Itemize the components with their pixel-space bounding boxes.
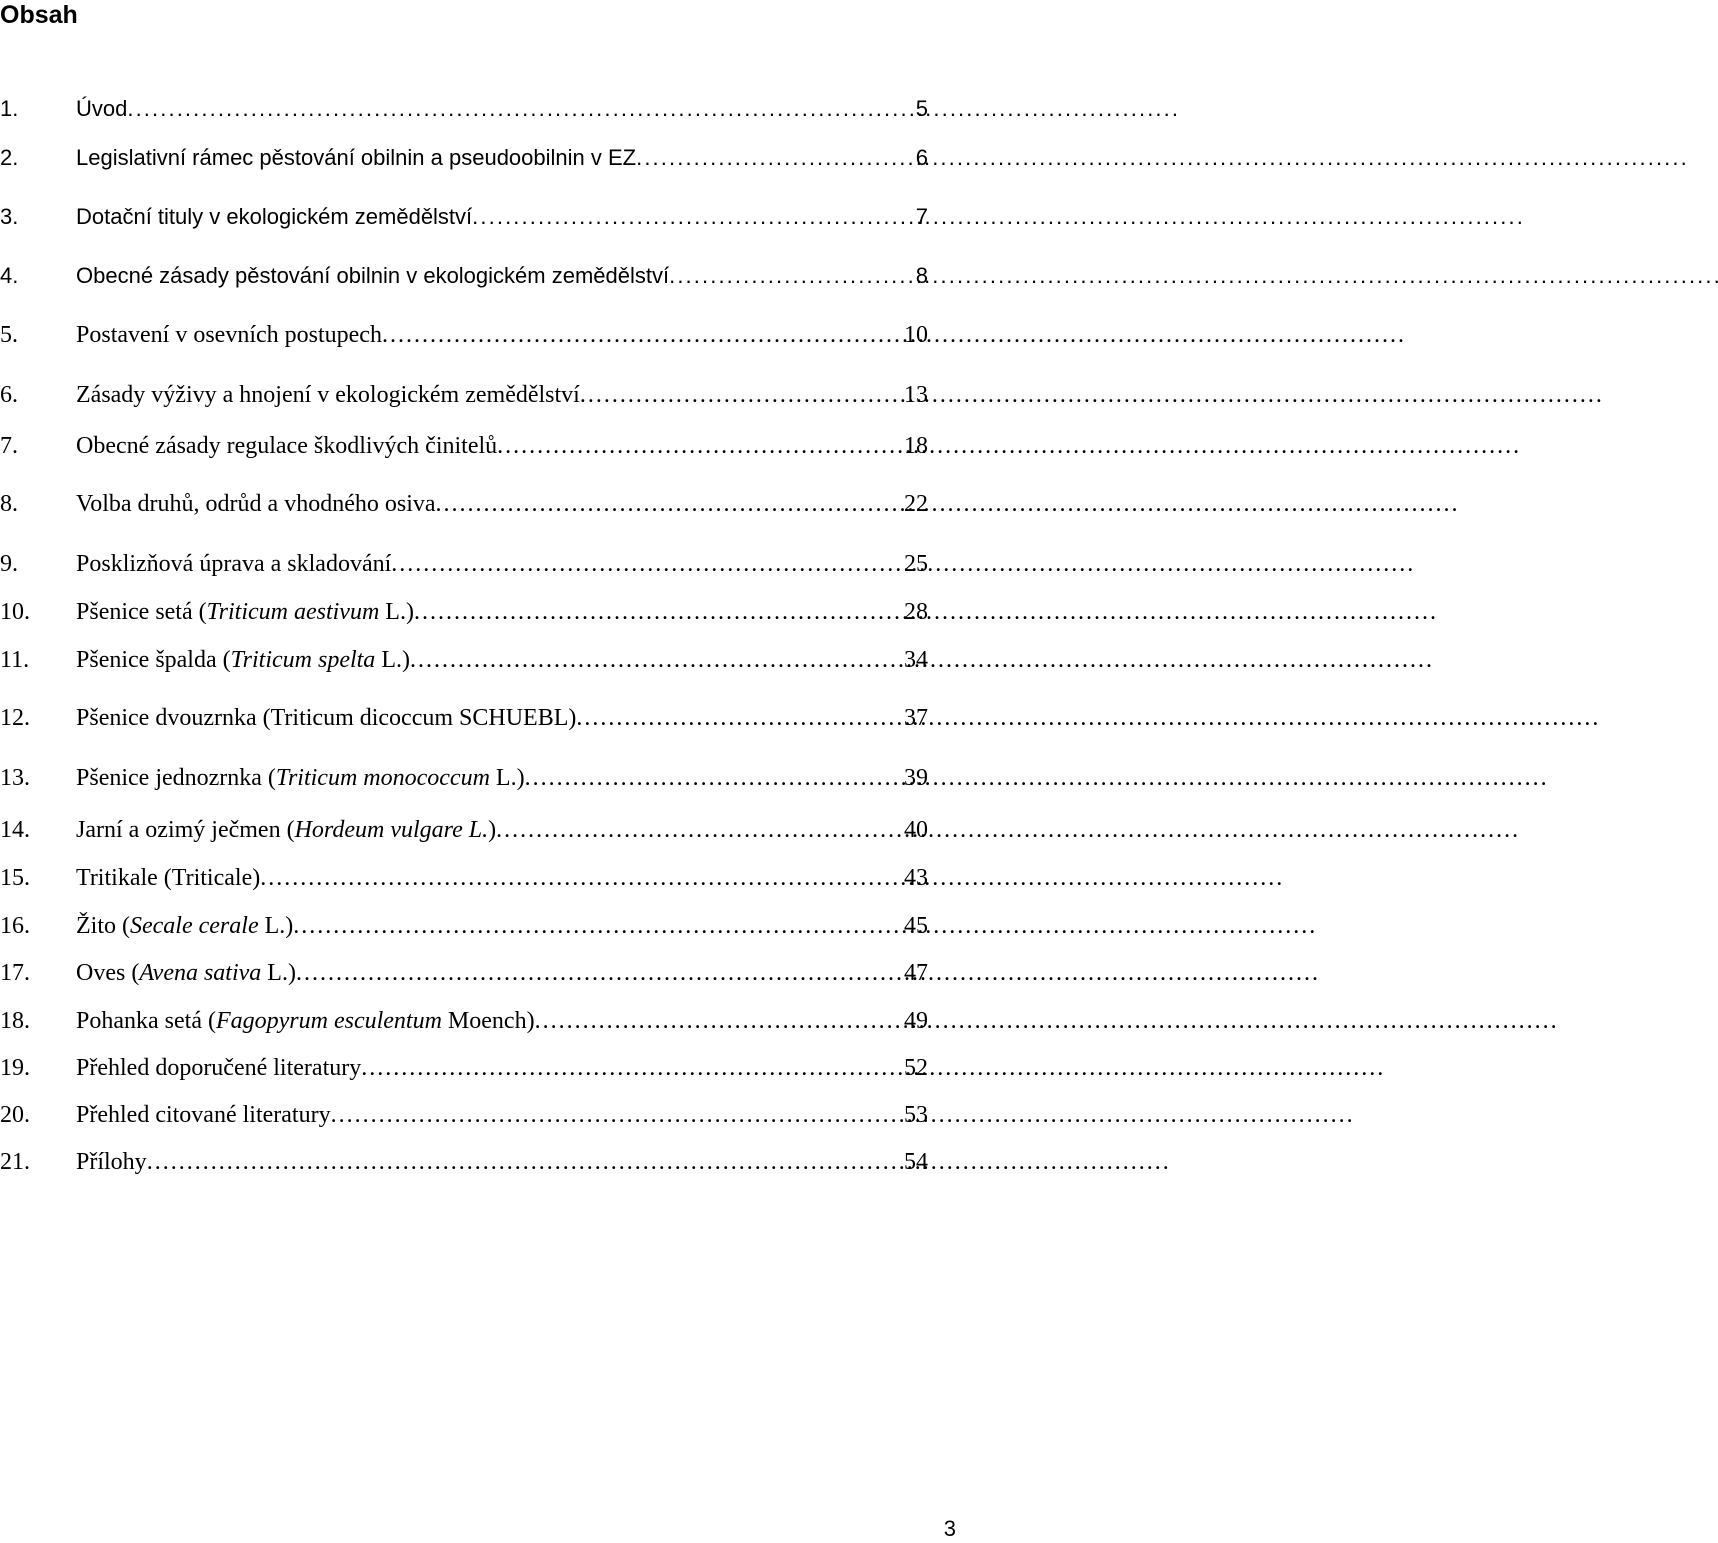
toc-dot-leader: [127, 92, 888, 126]
toc-entry[interactable]: [0, 1051, 928, 1085]
toc-entry-title-text: Přehled citované literatury: [76, 1102, 331, 1128]
toc-dot-leader: [496, 813, 888, 847]
toc-entry[interactable]: [0, 813, 928, 847]
toc-entry-page: 49: [904, 1008, 928, 1034]
toc-entry-number: 21.: [0, 1149, 30, 1175]
toc-entry-number: 9.: [0, 551, 18, 577]
toc-entry-title: [76, 956, 296, 990]
toc-entry-number: 6.: [0, 382, 18, 408]
toc-dot-leader: [410, 643, 888, 677]
toc-entry-title: [76, 547, 391, 581]
page-title: Obsah: [0, 1, 78, 29]
toc-entry-title-suffix: L.): [379, 599, 414, 625]
toc-entry-page: 43: [904, 865, 928, 891]
toc-entry-title-text: Obecné zásady pěstování obilnin v ekologickém zemědělství: [76, 263, 670, 288]
toc-entry-title: [76, 909, 293, 943]
toc-entry-title-text: Tritikale (Triticale): [76, 865, 261, 891]
toc-entry[interactable]: [0, 547, 928, 581]
toc-entry[interactable]: [0, 429, 928, 463]
toc-dot-leader: [331, 1098, 888, 1132]
toc-entry-title: [76, 595, 414, 629]
toc-entry-title-text: Přílohy: [76, 1149, 147, 1175]
toc-dot-leader: [414, 595, 888, 629]
toc-dot-leader: [525, 761, 888, 795]
toc-entry-number: 12.: [0, 705, 30, 731]
toc-entry-page: 54: [904, 1149, 928, 1175]
toc-dot-leader: [669, 259, 888, 293]
toc-entry-number: 14.: [0, 817, 30, 843]
page-number: 3: [943, 1516, 956, 1541]
toc-entry-latin-name: Triticum monococcum: [275, 765, 490, 791]
toc-entry[interactable]: [0, 141, 928, 175]
toc-entry-number: 7.: [0, 433, 18, 459]
toc-entry-title-text: Posklizňová úprava a skladování: [76, 551, 392, 577]
toc-dot-leader: [296, 956, 888, 990]
toc-entry[interactable]: [0, 1004, 928, 1038]
toc-entry[interactable]: [0, 318, 928, 352]
toc-dot-leader: [436, 487, 888, 521]
toc-entry-title-text: Pšenice špalda (: [76, 647, 231, 673]
toc-entry-page: 6: [915, 145, 928, 170]
toc-entry[interactable]: [0, 200, 928, 234]
toc-entry-number: 18.: [0, 1008, 30, 1034]
toc-entry-number: 5.: [0, 322, 18, 348]
toc-entry-title-text: Pšenice setá (: [76, 599, 207, 625]
toc-entry-number: 4.: [0, 263, 19, 288]
toc-entry-page: 52: [904, 1055, 928, 1081]
toc-entry-number: 10.: [0, 599, 30, 625]
toc-entry-title-suffix: Moench): [441, 1008, 535, 1034]
toc-entry-latin-name: Triticum spelta: [230, 647, 376, 673]
toc-entry-page: 53: [904, 1102, 928, 1128]
toc-entry-number: 20.: [0, 1102, 30, 1128]
toc-entry[interactable]: [0, 1145, 928, 1179]
toc-entry-title-text: Žito (: [76, 913, 130, 939]
toc-entry-title: [76, 1051, 361, 1085]
toc-entry[interactable]: [0, 761, 928, 795]
toc-entry-page: 5: [915, 96, 928, 121]
toc-entry-title: [76, 200, 472, 234]
toc-entry-title-text: Pšenice jednozrnka (: [76, 765, 276, 791]
toc-entry-latin-name: Hordeum vulgare L.: [294, 817, 489, 843]
toc-entry-title-text: Úvod: [76, 96, 128, 121]
toc-entry-title: [76, 761, 525, 795]
toc-entry-number: 2.: [0, 145, 19, 170]
toc-entry-title-suffix: ): [488, 817, 497, 843]
toc-entry-page: 13: [904, 382, 928, 408]
toc-entry-title-text: Pšenice dvouzrnka (Triticum dicoccum SCHUEBL): [76, 705, 577, 731]
toc-entry-title-text: Pohanka setá (: [76, 1008, 216, 1034]
toc-entry-latin-name: Triticum aestivum: [206, 599, 380, 625]
toc-entry-page: 8: [915, 263, 928, 288]
toc-dot-leader: [147, 1145, 888, 1179]
toc-entry-title-text: Postavení v osevních postupech: [76, 322, 382, 348]
toc-entry-title: [76, 429, 497, 463]
toc-entry-title-suffix: L.): [375, 647, 410, 673]
toc-entry-title-text: Volba druhů, odrůd a vhodného osiva: [76, 491, 436, 517]
toc-entry-title-suffix: L.): [258, 913, 294, 939]
toc-entry-title: [76, 141, 636, 175]
toc-entry-number: 16.: [0, 913, 30, 939]
toc-entry-page: 47: [904, 960, 928, 986]
toc-entry-title-text: Přehled doporučené literatury: [76, 1055, 362, 1081]
toc-entry-title-text: Obecné zásady regulace škodlivých činitelů: [76, 433, 498, 459]
toc-entry-title: [76, 861, 260, 895]
toc-entry[interactable]: [0, 861, 928, 895]
toc-entry-latin-name: Fagopyrum esculentum: [215, 1008, 442, 1034]
toc-entry-title: [76, 813, 496, 847]
toc-entry-number: 8.: [0, 491, 18, 517]
toc-dot-leader: [472, 200, 888, 234]
toc-entry-number: 11.: [0, 647, 30, 673]
toc-entry-title-text: Legislativní rámec pěstování obilnin a pseudoobilnin v EZ: [76, 145, 637, 170]
toc-entry-title: [76, 1004, 535, 1038]
toc-entry-number: 3.: [0, 204, 19, 229]
toc-entry-number: 1.: [0, 96, 19, 121]
toc-dot-leader: [580, 378, 888, 412]
toc-entry-page: 45: [904, 913, 928, 939]
toc-entry-page: 10: [904, 322, 928, 348]
toc-dot-leader: [636, 141, 888, 175]
toc-entry-title-text: Zásady výživy a hnojení v ekologickém zemědělství: [76, 382, 580, 408]
toc-entry-title-suffix: L.): [489, 765, 525, 791]
toc-entry-page: 28: [904, 599, 928, 625]
toc-entry-title-text: Dotační tituly v ekologickém zemědělství: [76, 204, 473, 229]
toc-entry-title: [76, 92, 127, 126]
toc-dot-leader: [361, 1051, 888, 1085]
toc-entry-page: 7: [915, 204, 928, 229]
toc-dot-leader: [497, 429, 888, 463]
toc-dot-leader: [260, 861, 888, 895]
toc-entry-page: 40: [904, 817, 928, 843]
toc-entry[interactable]: [0, 701, 928, 735]
toc-entry-page: 22: [904, 491, 928, 517]
toc-entry-number: 13.: [0, 765, 30, 791]
toc-entry-title: [76, 1098, 331, 1132]
toc-entry-title: [76, 643, 410, 677]
toc-entry[interactable]: [0, 643, 928, 677]
toc-entry[interactable]: [0, 259, 928, 293]
toc-entry[interactable]: [0, 487, 928, 521]
toc-dot-leader: [576, 701, 888, 735]
toc-entry[interactable]: [0, 1098, 928, 1132]
toc-entry-page: 18: [904, 433, 928, 459]
toc-entry-number: 19.: [0, 1055, 30, 1081]
toc-entry-page: 39: [904, 765, 928, 791]
toc-entry[interactable]: [0, 92, 928, 126]
toc-entry-title: [76, 318, 382, 352]
toc-entry-number: 15.: [0, 865, 30, 891]
toc-entry-title-text: Oves (: [76, 960, 140, 986]
toc-entry-title: [76, 259, 669, 293]
toc-entry-title: [76, 1145, 147, 1179]
toc-dot-leader: [391, 547, 888, 581]
toc-entry-page: 37: [904, 705, 928, 731]
toc-entry[interactable]: [0, 378, 928, 412]
toc-entry-number: 17.: [0, 960, 30, 986]
toc-dot-leader: [293, 909, 888, 943]
toc-dot-leader: [382, 318, 888, 352]
toc-entry-latin-name: Secale cerale: [130, 913, 259, 939]
toc-entry-title-suffix: L.): [261, 960, 296, 986]
toc-entry-page: 34: [904, 647, 928, 673]
toc-entry-title: [76, 487, 436, 521]
toc-entry-title-text: Jarní a ozimý ječmen (: [76, 817, 295, 843]
toc-entry[interactable]: [0, 595, 928, 629]
toc-entry[interactable]: [0, 909, 928, 943]
toc-entry-title: [76, 378, 580, 412]
toc-entry-page: 25: [904, 551, 928, 577]
toc-entry[interactable]: [0, 956, 928, 990]
toc-entry-title: [76, 701, 576, 735]
toc-dot-leader: [535, 1004, 888, 1038]
toc-entry-latin-name: Avena sativa: [139, 960, 262, 986]
